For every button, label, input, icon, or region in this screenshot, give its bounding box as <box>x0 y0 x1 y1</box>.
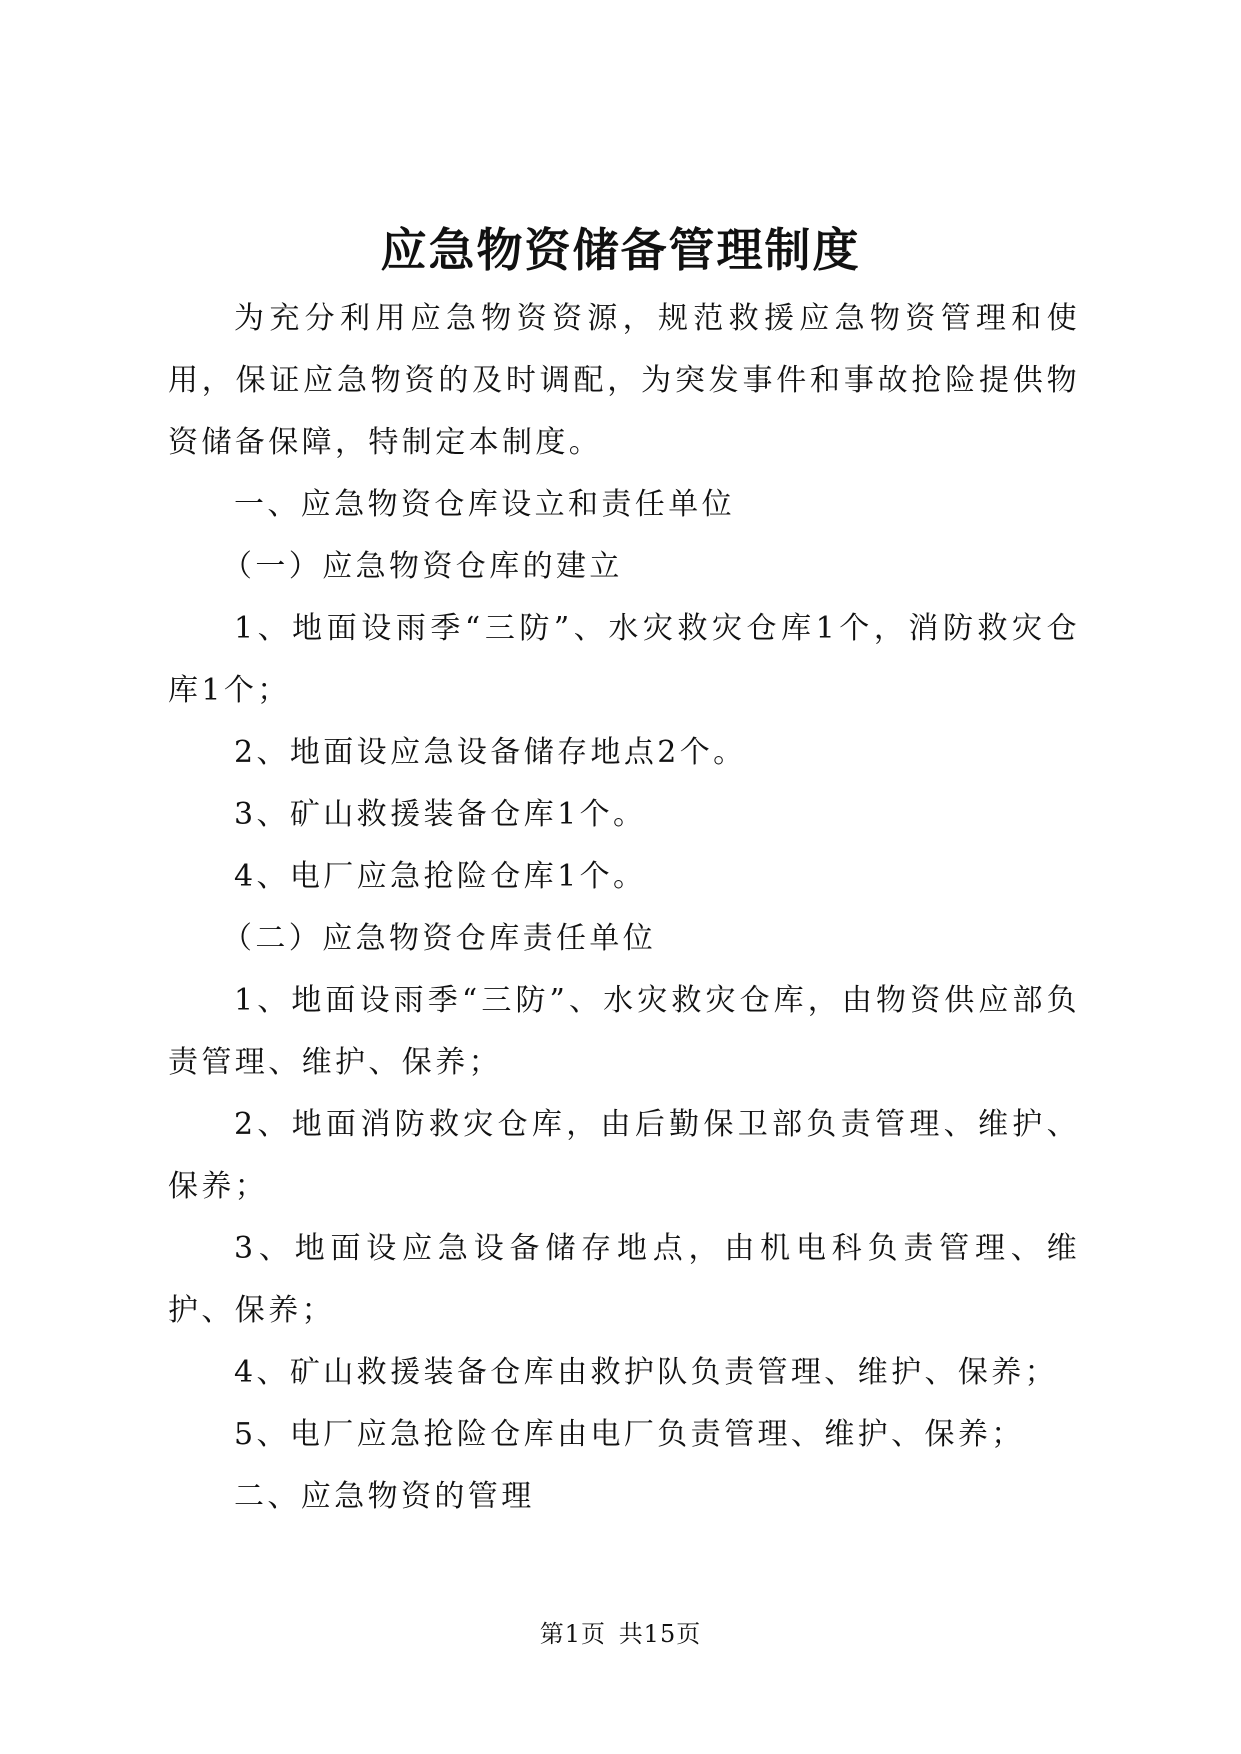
list-item: 3、地面设应急设备储存地点，由机电科负责管理、维护、保养； <box>168 1231 1080 1328</box>
section-heading-2: 二、应急物资的管理 <box>234 1479 535 1514</box>
document-body <box>168 288 1080 1528</box>
list-item: 4、矿山救援装备仓库由救护队负责管理、维护、保养； <box>234 1355 1059 1390</box>
subsection-heading-2: （二）应急物资仓库责任单位 <box>222 921 657 956</box>
list-item: 5、电厂应急抢险仓库由电厂负责管理、维护、保养； <box>234 1417 1025 1452</box>
list-item: 1、地面设雨季“三防”、水灾救灾仓库，由物资供应部负责管理、维护、保养； <box>168 983 1080 1080</box>
list-item: 1、地面设雨季“三防”、水灾救灾仓库1个，消防救灾仓库1个； <box>168 611 1080 708</box>
subsection-heading-1: （一）应急物资仓库的建立 <box>222 549 623 584</box>
page-footer <box>0 1614 1241 1649</box>
list-item: 2、地面设应急设备储存地点2个。 <box>234 735 747 770</box>
page-total: 共15页 <box>618 1620 702 1648</box>
intro-paragraph: 为充分利用应急物资资源，规范救援应急物资管理和使用，保证应急物资的及时调配，为突发事件和事故抢险提供物资储备保障，特制定本制度。 <box>168 301 1080 460</box>
document-title: 应急物资储备管理制度 <box>380 223 861 277</box>
list-item: 2、地面消防救灾仓库，由后勤保卫部负责管理、维护、保养； <box>168 1107 1080 1204</box>
section-heading-1: 一、应急物资仓库设立和责任单位 <box>234 487 735 522</box>
list-item: 3、矿山救援装备仓库1个。 <box>234 797 647 832</box>
page-number: 第1页 <box>539 1620 607 1648</box>
list-item: 4、电厂应急抢险仓库1个。 <box>234 859 647 894</box>
